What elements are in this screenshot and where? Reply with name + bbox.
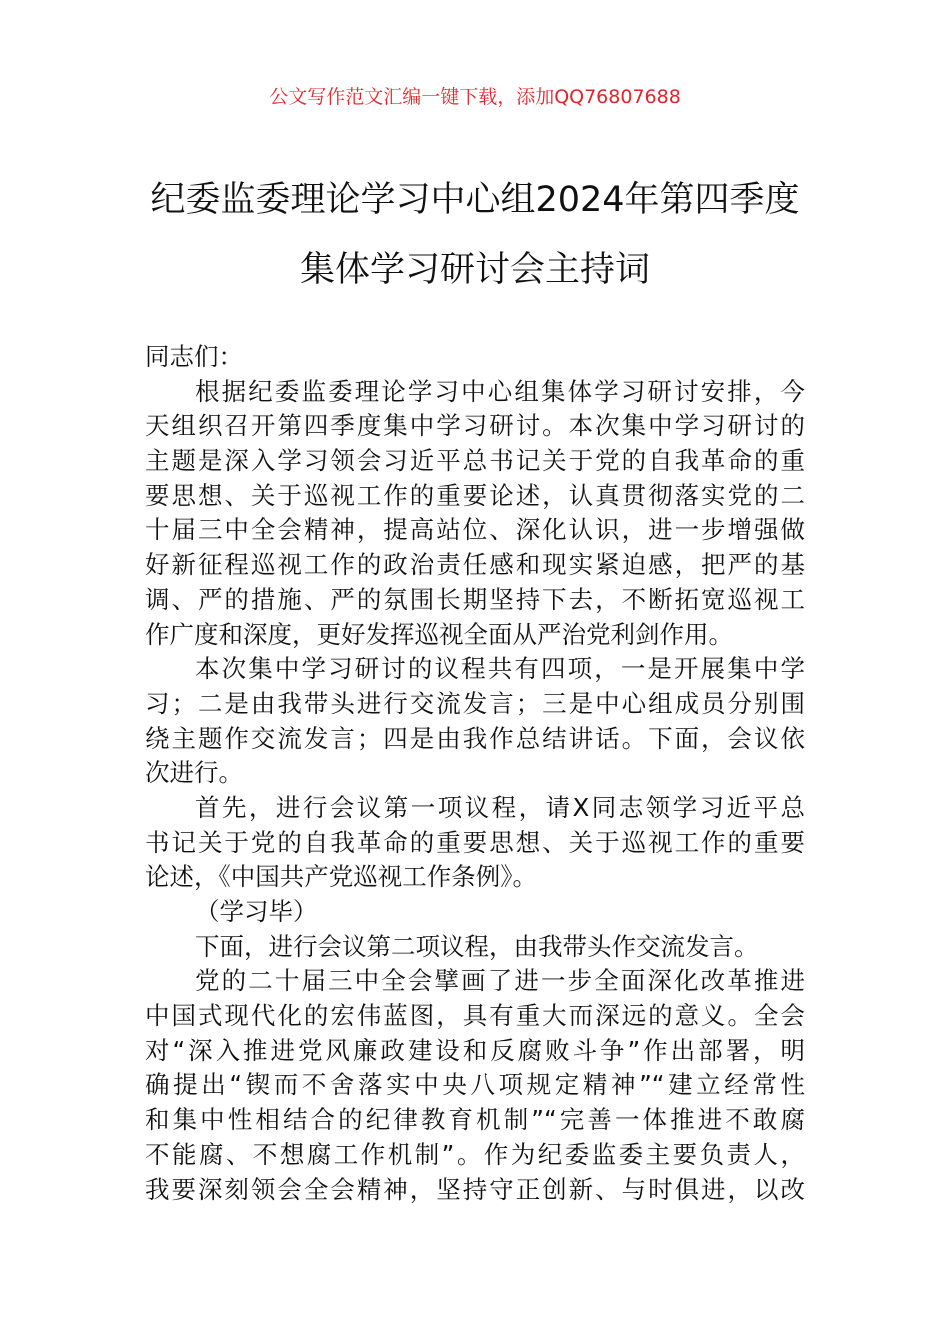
paragraph-line: 习；二是由我带头进行交流发言；三是中心组成员分别围: [145, 688, 805, 718]
paragraph-line: 绕主题作交流发言；四是由我作总结讲话。下面，会议依: [145, 723, 805, 753]
paragraph: [145, 375, 805, 653]
paragraph-line: 主题是深入学习领会习近平总书记关于党的自我革命的重: [145, 446, 805, 476]
paragraph-line: 同志们：: [145, 342, 243, 371]
paragraph-line: 和集中性相结合的纪律教育机制”“完善一体推进不敢腐: [145, 1105, 805, 1135]
paragraph-line: 首先，进行会议第一项议程，请X同志领学习近平总: [195, 792, 805, 822]
document-title-line-1: 纪委监委理论学习中心组2024年第四季度: [150, 180, 800, 220]
paragraph-line: 根据纪委监委理论学习中心组集体学习研讨安排，今: [195, 376, 805, 406]
paragraph: [145, 964, 805, 1207]
paragraph-line: 调、严的措施、严的氛围长期坚持下去，不断拓宽巡视工: [145, 584, 805, 614]
paragraph-line: 下面，进行会议第二项议程，由我带头作交流发言。: [195, 931, 759, 961]
paragraph-line: 不能腐、不想腐工作机制”。作为纪委监委主要负责人，: [145, 1139, 805, 1169]
paragraph-line: 次进行。: [145, 758, 243, 788]
paragraph: [145, 895, 805, 930]
paragraph-line: 要思想、关于巡视工作的重要论述，认真贯彻落实党的二: [145, 480, 805, 510]
paragraph: [145, 652, 805, 791]
document-title-line-2: 集体学习研讨会主持词: [299, 250, 650, 290]
paragraph: [145, 340, 805, 375]
paragraph-line: 天组织召开第四季度集中学习研讨。本次集中学习研讨的: [145, 411, 805, 441]
paragraph-line: 作广度和深度，更好发挥巡视全面从严治党利剑作用。: [145, 619, 733, 649]
paragraph-line: 对“深入推进党风廉政建设和反腐败斗争”作出部署，明: [145, 1035, 805, 1065]
paragraph-line: 论述，《中国共产党巡视工作条例》。: [145, 862, 537, 892]
paragraph-line: 确提出“锲而不舍落实中央八项规定精神”“建立经常性: [145, 1070, 805, 1100]
paragraph: [145, 930, 805, 965]
paragraph-line: 我要深刻领会全会精神，坚持守正创新、与时俱进，以改: [145, 1174, 805, 1204]
paragraph-line: 十届三中全会精神，提高站位、深化认识，进一步增强做: [145, 515, 805, 545]
paragraph-line: 好新征程巡视工作的政治责任感和现实紧迫感，把严的基: [145, 550, 805, 580]
paragraph: [145, 791, 805, 895]
paragraph-line: 中国式现代化的宏伟蓝图，具有重大而深远的意义。全会: [145, 1001, 805, 1031]
document-body: [145, 340, 805, 1207]
paragraph-line: 书记关于党的自我革命的重要思想、关于巡视工作的重要: [145, 827, 805, 857]
paragraph-line: 本次集中学习研讨的议程共有四项，一是开展集中学: [195, 654, 805, 684]
promo-header: 公文写作范文汇编一键下载，添加QQ76807688: [269, 86, 681, 108]
paragraph-line: 党的二十届三中全会擘画了进一步全面深化改革推进: [195, 966, 805, 996]
paragraph-line: （学习毕）: [195, 897, 318, 926]
